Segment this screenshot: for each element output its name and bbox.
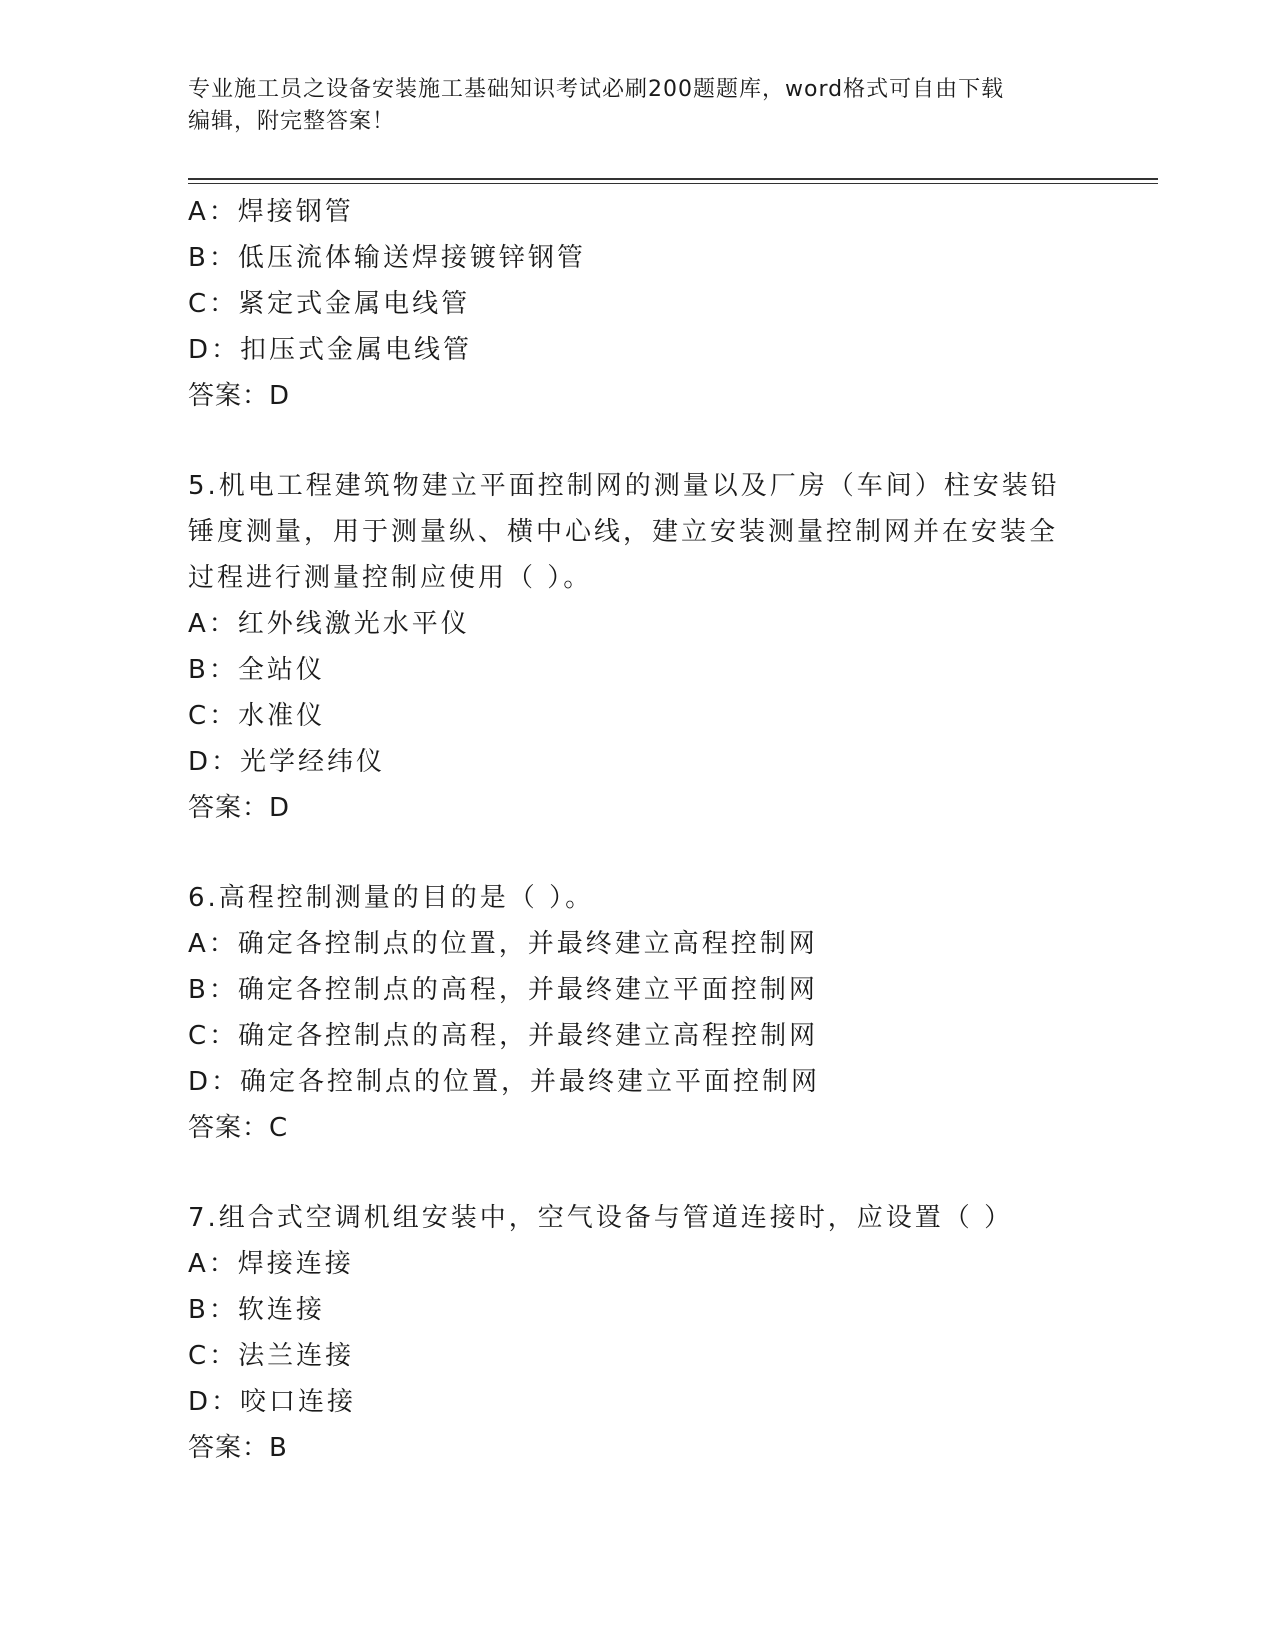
answer-label: 答案：C xyxy=(188,1113,289,1143)
option-b: B：确定各控制点的高程，并最终建立平面控制网 xyxy=(188,975,818,1005)
option-a: A：焊接连接 xyxy=(188,1249,354,1279)
option-d: D：扣压式金属电线管 xyxy=(188,335,473,365)
question-content xyxy=(188,189,1088,1471)
question-line: 7.组合式空调机组安装中，空气设备与管道连接时，应设置（ ） xyxy=(188,1203,1014,1233)
answer-label: 答案：D xyxy=(188,381,291,411)
option-b: B：全站仪 xyxy=(188,655,325,685)
question-line: 6.高程控制测量的目的是（ ）。 xyxy=(188,883,595,913)
answer-label: 答案：B xyxy=(188,1433,288,1463)
option-c: C：紧定式金属电线管 xyxy=(188,289,471,319)
option-a: A：确定各控制点的位置，并最终建立高程控制网 xyxy=(188,929,818,959)
option-a: A：红外线激光水平仪 xyxy=(188,609,470,639)
question-line: 5.机电工程建筑物建立平面控制网的测量以及厂房（车间）柱安装铅 xyxy=(188,471,1060,501)
option-a: A：焊接钢管 xyxy=(188,197,354,227)
answer-label: 答案：D xyxy=(188,793,291,823)
question-line: 过程进行测量控制应使用（ ）。 xyxy=(188,563,593,593)
option-c: C：确定各控制点的高程，并最终建立高程控制网 xyxy=(188,1021,819,1051)
header-divider-thick xyxy=(188,178,1158,180)
question-block-6 xyxy=(188,875,1088,1151)
header-title-line-1: 专业施工员之设备安装施工基础知识考试必刷200题题库，word格式可自由下载 xyxy=(188,77,1005,102)
option-d: D：确定各控制点的位置，并最终建立平面控制网 xyxy=(188,1067,821,1097)
option-b: B：低压流体输送焊接镀锌钢管 xyxy=(188,243,586,273)
option-b: B：软连接 xyxy=(188,1295,325,1325)
question-block-5 xyxy=(188,463,1088,831)
document-header xyxy=(188,74,1088,138)
header-divider-thin xyxy=(188,183,1158,184)
question-block-4 xyxy=(188,189,1088,419)
option-c: C：法兰连接 xyxy=(188,1341,355,1371)
question-text xyxy=(188,875,1088,921)
question-text xyxy=(188,463,1088,601)
header-title-line-2: 编辑，附完整答案！ xyxy=(188,109,396,134)
option-d: D：咬口连接 xyxy=(188,1387,357,1417)
option-c: C：水准仪 xyxy=(188,701,326,731)
question-block-7 xyxy=(188,1195,1088,1471)
option-d: D：光学经纬仪 xyxy=(188,747,386,777)
question-text xyxy=(188,1195,1088,1241)
question-line: 锤度测量，用于测量纵、横中心线，建立安装测量控制网并在安装全 xyxy=(188,517,1059,547)
